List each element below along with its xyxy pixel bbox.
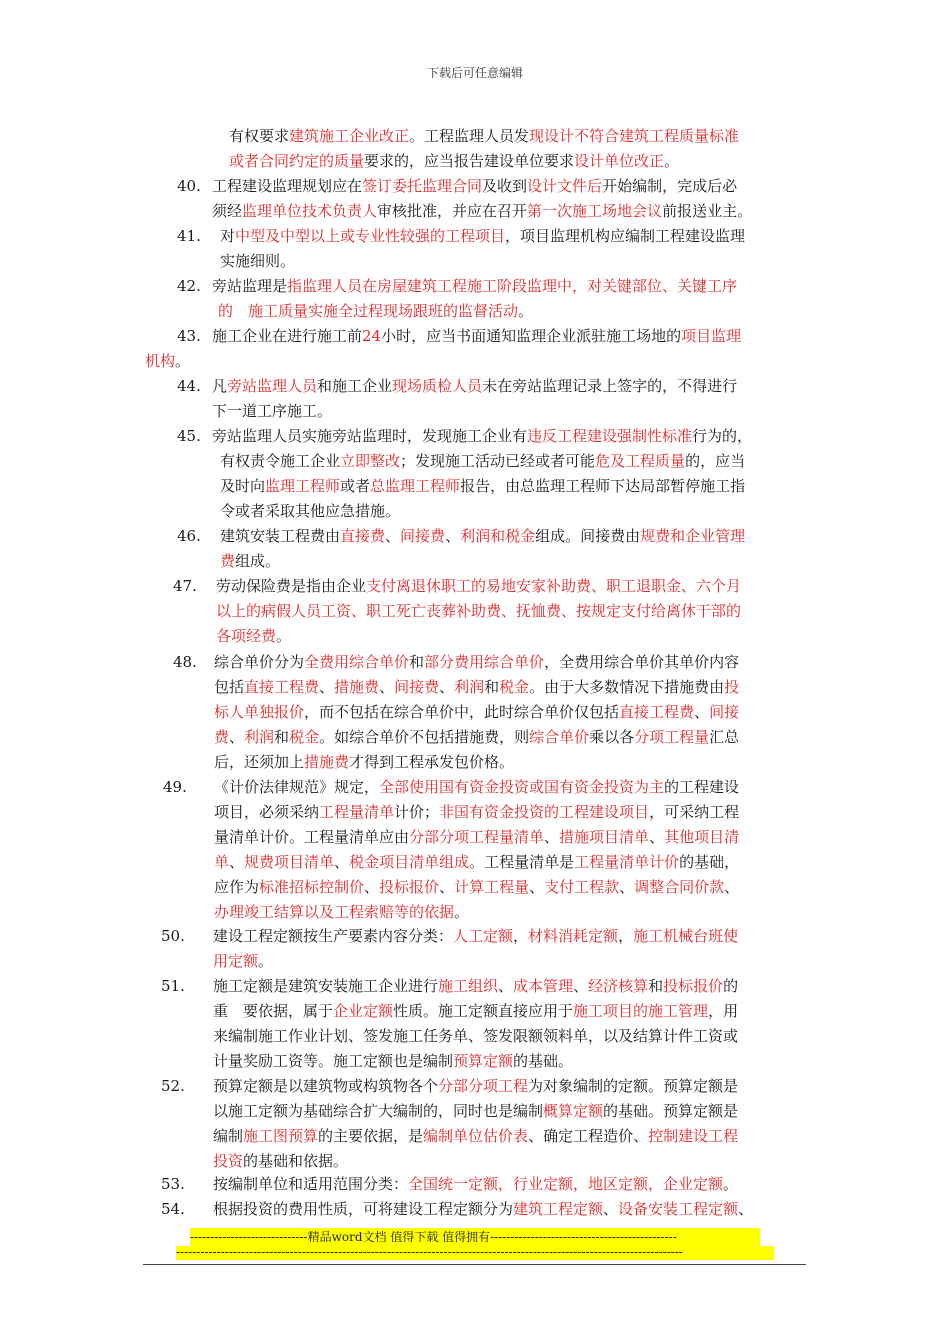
text-line [212, 424, 752, 449]
highlighted-term: 单 [214, 853, 230, 871]
text-line [229, 124, 739, 149]
text-run: 、 [439, 678, 455, 696]
text-run: 和施工企业 [317, 377, 393, 395]
highlighted-term: 非国有资金投资的工程建设项目 [439, 803, 650, 821]
highlighted-term: 部分费用综合单价 [424, 653, 545, 671]
text-line [212, 274, 737, 299]
text-line [214, 750, 514, 775]
highlighted-term: 分部分项工程量清单 [409, 828, 545, 846]
text-run: 的基础和依据。 [243, 1152, 349, 1170]
highlighted-term: 间接费 [394, 678, 440, 696]
footer-rule [143, 1264, 806, 1265]
highlighted-term: 第一次施工场地会议 [527, 202, 663, 220]
item-number: 41. [177, 227, 201, 245]
highlighted-term: 建筑工程定额 [513, 1200, 604, 1218]
item-number: 45. [177, 427, 201, 445]
text-run: 计量奖励工资等。施工定额也是编制 [213, 1052, 454, 1070]
text-line [216, 574, 741, 599]
item-number: 44. [177, 377, 201, 395]
text-run: 的主要依据，是 [318, 1127, 424, 1145]
highlighted-term: 税金 [499, 678, 530, 696]
text-run: 《计价法律规范》规定， [214, 778, 380, 796]
highlighted-term: 建筑施工企业改正 [289, 127, 410, 145]
text-run: ，可采纳工程 [649, 803, 740, 821]
highlighted-term: 企业定额 [333, 1002, 394, 1020]
highlighted-term: 全国统一定额，行业定额，地区定额，企业定额 [408, 1175, 724, 1193]
text-run: 建设工程定额按生产要素内容分类： [213, 927, 454, 945]
text-run: 旁站监理是 [212, 277, 288, 295]
highlighted-term: 中型及中型以上或专业性较强的工程项目 [235, 227, 506, 245]
text-line [213, 924, 738, 949]
highlighted-term: 概算定额 [543, 1102, 604, 1120]
text-line [213, 1024, 738, 1049]
text-line [214, 700, 739, 725]
text-run: 和 [274, 728, 290, 746]
text-run: 工程建设监理规划应在 [212, 177, 363, 195]
text-run: 。工程监理人员发 [409, 127, 530, 145]
text-run: 施工企业在进行施工前 [212, 327, 363, 345]
highlighted-term: 投标报价 [663, 977, 724, 995]
text-run: 建筑安装工程费由 [220, 527, 341, 545]
highlighted-term: 设备安装工程定额 [618, 1200, 739, 1218]
text-run: 的基础。预算定额是 [603, 1102, 739, 1120]
text-line [212, 374, 737, 399]
text-line [214, 900, 469, 925]
text-run: ，全费用综合单价其单价内容 [544, 653, 740, 671]
text-run: 。 [175, 352, 191, 370]
text-run: 前报送业主。 [662, 202, 753, 220]
text-run: ，用 [708, 1002, 739, 1020]
text-line [214, 725, 739, 750]
text-run: 根据投资的费用性质，可将建设工程定额分为 [213, 1200, 514, 1218]
highlighted-term: 立即整改 [340, 452, 401, 470]
text-line [214, 650, 739, 675]
text-run: 汇总 [709, 728, 740, 746]
item-number: 40. [177, 177, 201, 195]
item-number: 50. [161, 927, 185, 945]
text-line [212, 174, 737, 199]
text-run: 、 [694, 703, 710, 721]
highlighted-term: 人工定额 [453, 927, 514, 945]
text-run: 、确定工程造价、 [528, 1127, 649, 1145]
text-line [213, 1074, 738, 1099]
text-run: 实施细则。 [220, 252, 296, 270]
text-line [220, 549, 280, 574]
text-run: 凡 [212, 377, 228, 395]
text-run: 报告，由总监理工程师下达局部暂停施工指 [460, 477, 746, 495]
text-run: 、 [319, 678, 335, 696]
highlighted-term: 施工图预算 [243, 1127, 319, 1145]
highlighted-term: 标准招标控制价 [259, 878, 365, 896]
text-run: 。 [518, 302, 534, 320]
text-line [214, 675, 739, 700]
text-run: 、 [445, 527, 461, 545]
highlighted-term: 监理单位技术负责人 [242, 202, 378, 220]
text-run: 开始编制，完成后必 [602, 177, 738, 195]
highlighted-term: 费 [220, 552, 236, 570]
text-line [220, 499, 400, 524]
text-line [213, 1049, 573, 1074]
text-run: 、 [544, 828, 560, 846]
item-number: 53. [161, 1175, 185, 1193]
text-line [213, 999, 738, 1024]
highlighted-term: 办理竣工结算以及工程索赔等的依据 [214, 903, 455, 921]
highlighted-term: 直接费 [340, 527, 386, 545]
text-run: 未在旁站监理记录上签字的，不得进行 [482, 377, 738, 395]
text-line [216, 599, 741, 624]
text-run: 旁站监理人员实施旁站监理时，发现施工企业有 [212, 427, 528, 445]
highlighted-term: 施工组织 [438, 977, 499, 995]
text-run: 以施工定额为基础综合扩大编制的，同时也是编制 [213, 1102, 544, 1120]
text-run: 才得到工程承发包价格。 [349, 753, 515, 771]
item-number: 54. [161, 1200, 185, 1218]
text-run: 、 [334, 853, 350, 871]
text-run: 行为的， [692, 427, 753, 445]
text-run: 计价； [394, 803, 440, 821]
text-run: 。工程量清单是 [469, 853, 575, 871]
item-number: 49. [163, 778, 187, 796]
text-run: 、 [364, 878, 380, 896]
item-number: 43. [177, 327, 201, 345]
text-line [212, 324, 741, 349]
highlighted-term: 以上的病假人员工资、职工死亡丧葬补助费、抚恤费、按规定支付给离休干部的 [216, 602, 742, 620]
text-run: 组成。间接费由 [535, 527, 641, 545]
text-line [220, 224, 745, 249]
highlighted-term: 投 [724, 678, 740, 696]
text-run: 、 [724, 878, 740, 896]
highlighted-term: 费 [214, 728, 230, 746]
text-line [214, 850, 739, 875]
text-line [213, 1197, 753, 1222]
text-line [213, 949, 273, 974]
highlighted-term: 标人单独报价 [214, 703, 305, 721]
highlighted-term: 的 施工质量实施全过程现场跟班的监督活动 [218, 302, 519, 320]
page-header: 下载后可任意编辑 [426, 66, 523, 80]
text-line [220, 249, 295, 274]
text-run: 及收到 [482, 177, 528, 195]
highlighted-term: 调整合同价款 [634, 878, 725, 896]
highlighted-term: 24 [362, 327, 382, 345]
highlighted-term: 税金项目清单组成 [349, 853, 470, 871]
highlighted-term: 投标报价 [379, 878, 440, 896]
item-number: 52. [161, 1077, 185, 1095]
text-run: 。 [664, 152, 680, 170]
highlighted-term: 监理工程师 [265, 477, 341, 495]
text-run: 、 [439, 878, 455, 896]
text-run: 的基础， [679, 853, 740, 871]
highlighted-term: 项目监理 [681, 327, 742, 345]
text-run: 为对象编制的定额。预算定额是 [528, 1077, 739, 1095]
highlighted-term: 施工机械台班使 [633, 927, 739, 945]
highlighted-term: 综合单价 [529, 728, 590, 746]
text-run: 量清单计价。工程量清单应由 [214, 828, 410, 846]
text-line [214, 800, 739, 825]
highlighted-term: 计算工程量 [454, 878, 530, 896]
highlighted-term: 税金 [289, 728, 320, 746]
text-run: 、 [529, 878, 545, 896]
text-run: ，而不包括在综合单价中，此时综合单价仅包括 [304, 703, 620, 721]
text-line [213, 1124, 738, 1149]
highlighted-term: 措施费 [334, 678, 380, 696]
text-line [229, 149, 679, 174]
item-number: 46. [177, 527, 201, 545]
text-run: 、 [649, 828, 665, 846]
text-run: 来编制施工作业计划、签发施工任务单、签发限额领料单，以及结算计件工资或 [213, 1027, 739, 1045]
text-run: 综合单价分为 [214, 653, 305, 671]
text-run: 审核批准，并应在召开 [377, 202, 528, 220]
highlighted-term: 全费用综合单价 [304, 653, 410, 671]
highlighted-term: 经济核算 [588, 977, 649, 995]
text-line [145, 349, 190, 374]
highlighted-term: 施工项目的施工管理 [573, 1002, 709, 1020]
text-run: 和 [409, 653, 425, 671]
highlighted-term: 措施项目清单 [559, 828, 650, 846]
item-number: 47. [173, 577, 197, 595]
text-run: 及时向 [220, 477, 266, 495]
text-line [212, 399, 332, 424]
text-run: 、 [573, 977, 589, 995]
text-line [214, 775, 739, 800]
highlighted-term: 利润 [454, 678, 485, 696]
text-run: ，项目监理机构应编制工程建设监理 [505, 227, 746, 245]
item-number: 42. [177, 277, 201, 295]
highlighted-term: 或者合同约定的质量 [229, 152, 365, 170]
highlighted-term: 材料消耗定额 [528, 927, 619, 945]
text-line [213, 974, 738, 999]
text-run: 须经 [212, 202, 243, 220]
highlighted-term: 机构 [145, 352, 176, 370]
text-line [213, 1149, 348, 1174]
text-run: 应作为 [214, 878, 260, 896]
text-run: 、 [498, 977, 514, 995]
highlighted-term: 间接费 [400, 527, 446, 545]
text-run: 预算定额是以建筑物或构筑物各个 [213, 1077, 439, 1095]
text-run: 、 [229, 728, 245, 746]
text-run: 性质。施工定额直接应用于 [393, 1002, 574, 1020]
highlighted-term: 预算定额 [453, 1052, 514, 1070]
highlighted-term: 总监理工程师 [370, 477, 461, 495]
text-run: 重 要依据，属于 [213, 1002, 334, 1020]
text-run: 劳动保险费是指由企业 [216, 577, 367, 595]
highlighted-term: 全部使用国有资金投资或国有资金投资为主 [379, 778, 665, 796]
highlighted-term: 设计文件后 [527, 177, 603, 195]
text-run: 对 [220, 227, 236, 245]
highlighted-term: 规费和企业管理 [640, 527, 746, 545]
text-run: 、 [385, 527, 401, 545]
text-line [220, 474, 745, 499]
text-run: 编制 [213, 1127, 244, 1145]
text-run: 的基础。 [513, 1052, 574, 1070]
text-line [214, 875, 739, 900]
text-run: 。 [276, 627, 292, 645]
highlighted-term: 签订委托监理合同 [362, 177, 483, 195]
highlighted-term: 措施费 [304, 753, 350, 771]
highlighted-term: 直接工程费 [619, 703, 695, 721]
highlighted-term: 分部分项工程 [438, 1077, 529, 1095]
text-run: 。如综合单价不包括措施费，则 [319, 728, 530, 746]
highlighted-term: 违反工程建设强制性标准 [527, 427, 693, 445]
text-line [213, 1099, 738, 1124]
text-run: 、 [619, 878, 635, 896]
highlighted-term: 编制单位估价表 [423, 1127, 529, 1145]
text-line [213, 1172, 738, 1197]
item-number: 51. [161, 977, 185, 995]
text-line [220, 524, 745, 549]
footer-dashes: ----------------------------------------------------------------------------------------------------------------------------- [176, 1246, 774, 1260]
text-run: ；发现施工活动已经或者可能 [400, 452, 596, 470]
highlighted-term: 利润 [244, 728, 275, 746]
text-run: 小时，应当书面通知监理企业派驻施工场地的 [381, 327, 682, 345]
highlighted-term: 支付工程款 [544, 878, 620, 896]
text-run: 和 [648, 977, 664, 995]
text-run: 施工定额是建筑安装施工企业进行 [213, 977, 439, 995]
text-run: 有权要求 [229, 127, 290, 145]
text-run: 下一道工序施工。 [212, 402, 333, 420]
text-run: 的，应当 [685, 452, 746, 470]
highlighted-term: 工程量清单 [319, 803, 395, 821]
highlighted-term: 旁站监理人员 [227, 377, 318, 395]
text-run: 按编制单位和适用范围分类： [213, 1175, 409, 1193]
text-run: 的 [723, 977, 739, 995]
highlighted-term: 投资 [213, 1152, 244, 1170]
text-run: 、 [603, 1200, 619, 1218]
highlighted-term: 工程量清单计价 [574, 853, 680, 871]
text-run: 令或者采取其他应急措施。 [220, 502, 401, 520]
text-run: ， [513, 927, 529, 945]
text-run: 。 [723, 1175, 739, 1193]
highlighted-term: 设计单位改正 [574, 152, 665, 170]
text-run: 、 [738, 1200, 754, 1218]
text-run: 、 [379, 678, 395, 696]
highlighted-term: 支付离退休职工的易地安家补助费、职工退职金、六个月 [366, 577, 742, 595]
text-run: 的工程建设 [664, 778, 740, 796]
highlighted-term: 间接 [709, 703, 740, 721]
text-line [214, 825, 739, 850]
text-run: 、 [229, 853, 245, 871]
text-run: 包括 [214, 678, 245, 696]
text-run: 要求的，应当报告建设单位要求 [364, 152, 575, 170]
item-number: 48. [173, 653, 197, 671]
highlighted-term: 用定额 [213, 952, 259, 970]
highlighted-term: 直接工程费 [244, 678, 320, 696]
text-run: 。 [258, 952, 274, 970]
text-run: 有权责令施工企业 [220, 452, 341, 470]
text-run: 组成。 [235, 552, 281, 570]
highlighted-term: 规费项目清单 [244, 853, 335, 871]
highlighted-term: 现场质检人员 [392, 377, 483, 395]
highlighted-term: 成本管理 [513, 977, 574, 995]
highlighted-term: 指监理人员在房屋建筑工程施工阶段监理中，对关键部位、关键工序 [287, 277, 738, 295]
highlighted-term: 其他项目清 [664, 828, 740, 846]
highlighted-term: 控制建设工程 [648, 1127, 739, 1145]
text-run: 或者 [340, 477, 371, 495]
text-run: 乘以各 [589, 728, 635, 746]
text-run: 。 [454, 903, 470, 921]
footer-banner: -----------------------------精品word文档 值得下载 值得拥有---------------------------------------------- [190, 1228, 760, 1246]
text-run: ， [618, 927, 634, 945]
highlighted-term: 分项工程量 [634, 728, 710, 746]
text-line [216, 624, 291, 649]
text-line [220, 449, 745, 474]
highlighted-term: 各项经费 [216, 627, 277, 645]
text-run: 项目，必须采纳 [214, 803, 320, 821]
text-run: 和 [484, 678, 500, 696]
text-run: 。由于大多数情况下措施费由 [529, 678, 725, 696]
highlighted-term: 危及工程质量 [595, 452, 686, 470]
text-line [212, 199, 752, 224]
highlighted-term: 现设计不符合建筑工程质量标准 [529, 127, 740, 145]
text-run: 后，还须加上 [214, 753, 305, 771]
text-line [218, 299, 533, 324]
highlighted-term: 利润和税金 [460, 527, 536, 545]
